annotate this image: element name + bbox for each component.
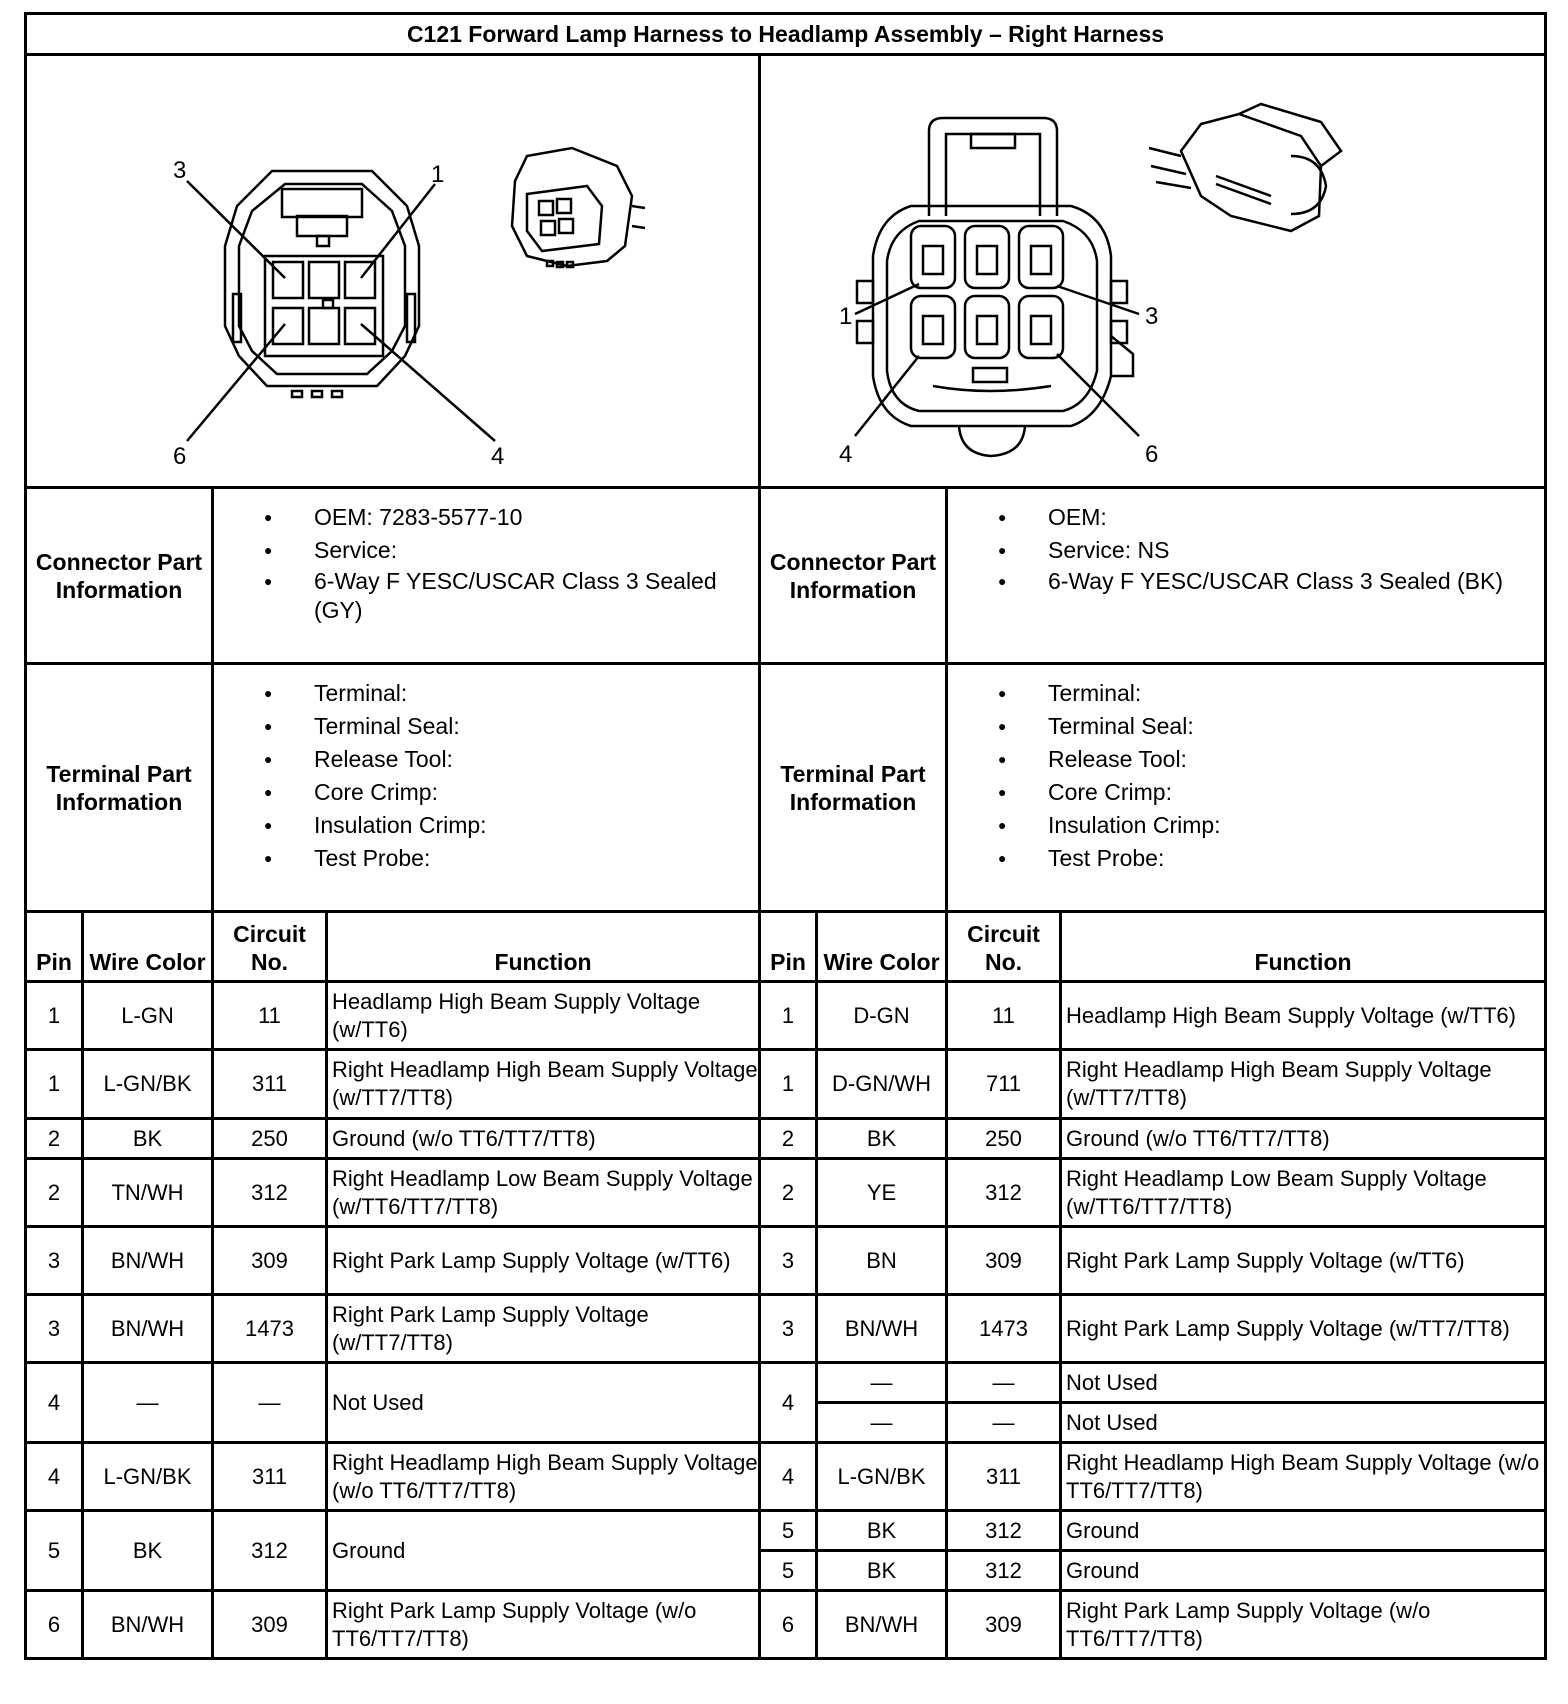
wire-color-cell: BK xyxy=(817,1551,947,1591)
pin-cell: 3 xyxy=(26,1295,83,1363)
wire-color-cell: — xyxy=(83,1363,213,1443)
wire-color-cell: L-GN xyxy=(83,982,213,1050)
pin-cell: 5 xyxy=(760,1551,817,1591)
function-cell: Right Headlamp High Beam Supply Voltage (w/TT7/TT8) xyxy=(1061,1050,1546,1119)
table-row xyxy=(26,1050,1546,1119)
pinout-table xyxy=(24,12,1547,1660)
circuit-cell: 312 xyxy=(947,1159,1061,1227)
wire-color-cell: BK xyxy=(817,1511,947,1551)
function-cell: Right Headlamp High Beam Supply Voltage (w/o TT6/TT7/TT8) xyxy=(327,1443,760,1511)
wire-color-cell: — xyxy=(817,1403,947,1443)
circuit-cell: 1473 xyxy=(213,1295,327,1363)
function-cell: Right Park Lamp Supply Voltage (w/TT7/TT8) xyxy=(327,1295,760,1363)
function-cell: Headlamp High Beam Supply Voltage (w/TT6) xyxy=(1061,982,1546,1050)
right-connector-label: Connector Part Information xyxy=(760,488,947,664)
pin-cell: 1 xyxy=(760,982,817,1050)
left-pin-label-1: 1 xyxy=(431,161,445,188)
pin-cell: 1 xyxy=(26,982,83,1050)
function-cell: Right Park Lamp Supply Voltage (w/TT6) xyxy=(1061,1227,1546,1295)
left-header-pin: Pin xyxy=(26,912,83,982)
wire-color-cell: D-GN xyxy=(817,982,947,1050)
function-cell: Right Park Lamp Supply Voltage (w/o TT6/TT7/TT8) xyxy=(327,1591,760,1659)
circuit-cell: 250 xyxy=(947,1119,1061,1159)
right-connector-item: ● Service: NS xyxy=(998,534,1544,567)
pin-cell: 2 xyxy=(760,1119,817,1159)
right-header-wire-color: Wire Color xyxy=(817,912,947,982)
wire-color-cell: — xyxy=(817,1363,947,1403)
right-terminal-item: ● Insulation Crimp: xyxy=(998,809,1544,842)
right-header-pin: Pin xyxy=(760,912,817,982)
wire-color-cell: YE xyxy=(817,1159,947,1227)
right-pin-label-1: 1 xyxy=(839,303,853,330)
left-pin-label-3: 3 xyxy=(173,157,187,184)
pin-cell: 2 xyxy=(760,1159,817,1227)
circuit-cell: 309 xyxy=(213,1591,327,1659)
left-pin-label-4: 4 xyxy=(491,443,505,470)
pin-cell: 3 xyxy=(26,1227,83,1295)
wire-color-cell: BN/WH xyxy=(83,1227,213,1295)
right-terminal-item: ● Terminal Seal: xyxy=(998,710,1544,743)
left-header-circuit: Circuit No. xyxy=(213,912,327,982)
left-connector-item: ● 6-Way F YESC/USCAR Class 3 Sealed (GY) xyxy=(264,567,758,625)
left-header-function: Function xyxy=(327,912,760,982)
left-header-wire-color: Wire Color xyxy=(83,912,213,982)
left-terminal-item: ● Release Tool: xyxy=(264,743,758,776)
circuit-cell: 11 xyxy=(947,982,1061,1050)
function-cell: Ground (w/o TT6/TT7/TT8) xyxy=(327,1119,760,1159)
pin-cell: 5 xyxy=(26,1511,83,1591)
right-terminal-item: ● Test Probe: xyxy=(998,842,1544,875)
circuit-cell: 309 xyxy=(947,1227,1061,1295)
circuit-cell: 250 xyxy=(213,1119,327,1159)
circuit-cell: 309 xyxy=(947,1591,1061,1659)
function-cell: Not Used xyxy=(1061,1363,1546,1403)
left-terminal-info xyxy=(213,664,760,912)
pin-cell: 3 xyxy=(760,1227,817,1295)
table-row xyxy=(26,1295,1546,1363)
right-connector-item: ● OEM: xyxy=(998,501,1544,534)
table-row xyxy=(26,1119,1546,1159)
pin-cell: 2 xyxy=(26,1159,83,1227)
right-pin-label-3: 3 xyxy=(1145,303,1159,330)
right-header-circuit: Circuit No. xyxy=(947,912,1061,982)
left-terminal-item: ● Terminal: xyxy=(264,677,758,710)
pin-cell: 4 xyxy=(760,1363,817,1443)
pin-cell: 5 xyxy=(760,1511,817,1551)
function-cell: Right Park Lamp Supply Voltage (w/TT7/TT8) xyxy=(1061,1295,1546,1363)
table-row xyxy=(26,1443,1546,1511)
left-pin-label-6: 6 xyxy=(173,443,187,470)
left-terminal-item: ● Test Probe: xyxy=(264,842,758,875)
right-terminal-label: Terminal Part Information xyxy=(760,664,947,912)
wire-color-cell: L-GN/BK xyxy=(817,1443,947,1511)
left-terminal-item: ● Insulation Crimp: xyxy=(264,809,758,842)
function-cell: Right Park Lamp Supply Voltage (w/TT6) xyxy=(327,1227,760,1295)
pin-cell: 4 xyxy=(26,1443,83,1511)
circuit-cell: 711 xyxy=(947,1050,1061,1119)
function-cell: Right Headlamp High Beam Supply Voltage (w/o TT6/TT7/TT8) xyxy=(1061,1443,1546,1511)
table-row xyxy=(26,1159,1546,1227)
right-connector-info xyxy=(947,488,1546,664)
pin-cell: 6 xyxy=(760,1591,817,1659)
wire-color-cell: BK xyxy=(83,1511,213,1591)
function-cell: Not Used xyxy=(327,1363,760,1443)
circuit-cell: 309 xyxy=(213,1227,327,1295)
left-connector-item: ● Service: xyxy=(264,534,758,567)
pin-cell: 4 xyxy=(26,1363,83,1443)
function-cell: Headlamp High Beam Supply Voltage (w/TT6) xyxy=(327,982,760,1050)
wire-color-cell: BK xyxy=(817,1119,947,1159)
function-cell: Right Park Lamp Supply Voltage (w/o TT6/TT7/TT8) xyxy=(1061,1591,1546,1659)
circuit-cell: 1473 xyxy=(947,1295,1061,1363)
pinout-sheet xyxy=(24,12,1544,1660)
function-cell: Right Headlamp High Beam Supply Voltage (w/TT7/TT8) xyxy=(327,1050,760,1119)
wire-color-cell: BN/WH xyxy=(817,1591,947,1659)
table-row xyxy=(26,1227,1546,1295)
right-terminal-item: ● Core Crimp: xyxy=(998,776,1544,809)
left-connector-diagram xyxy=(26,55,760,488)
table-row xyxy=(26,1591,1546,1659)
function-cell: Right Headlamp Low Beam Supply Voltage (w/TT6/TT7/TT8) xyxy=(327,1159,760,1227)
right-terminal-info xyxy=(947,664,1546,912)
left-terminal-label: Terminal Part Information xyxy=(26,664,213,912)
right-connector-diagram xyxy=(760,55,1546,488)
left-terminal-item: ● Core Crimp: xyxy=(264,776,758,809)
right-pin-label-6: 6 xyxy=(1145,441,1159,468)
left-terminal-item: ● Terminal Seal: xyxy=(264,710,758,743)
table-row xyxy=(26,1511,1546,1551)
pin-cell: 2 xyxy=(26,1119,83,1159)
wire-color-cell: TN/WH xyxy=(83,1159,213,1227)
pin-cell: 4 xyxy=(760,1443,817,1511)
circuit-cell: 312 xyxy=(947,1511,1061,1551)
circuit-cell: 312 xyxy=(213,1159,327,1227)
wire-color-cell: D-GN/WH xyxy=(817,1050,947,1119)
wire-color-cell: BK xyxy=(83,1119,213,1159)
left-connector-label: Connector Part Information xyxy=(26,488,213,664)
pin-cell: 1 xyxy=(26,1050,83,1119)
circuit-cell: 11 xyxy=(213,982,327,1050)
right-terminal-item: ● Release Tool: xyxy=(998,743,1544,776)
right-connector-item: ● 6-Way F YESC/USCAR Class 3 Sealed (BK) xyxy=(998,567,1544,596)
right-terminal-item: ● Terminal: xyxy=(998,677,1544,710)
circuit-cell: — xyxy=(947,1403,1061,1443)
circuit-cell: 312 xyxy=(213,1511,327,1591)
left-connector-drawing xyxy=(27,56,761,486)
right-connector-drawing xyxy=(761,56,1547,486)
right-pin-label-4: 4 xyxy=(839,441,853,468)
wire-color-cell: BN/WH xyxy=(83,1295,213,1363)
function-cell: Not Used xyxy=(1061,1403,1546,1443)
wire-color-cell: L-GN/BK xyxy=(83,1443,213,1511)
pin-cell: 3 xyxy=(760,1295,817,1363)
circuit-cell: 312 xyxy=(947,1551,1061,1591)
wire-color-cell: BN/WH xyxy=(83,1591,213,1659)
circuit-cell: 311 xyxy=(213,1050,327,1119)
function-cell: Right Headlamp Low Beam Supply Voltage (w/TT6/TT7/TT8) xyxy=(1061,1159,1546,1227)
page-title: C121 Forward Lamp Harness to Headlamp Assembly – Right Harness xyxy=(26,14,1546,55)
circuit-cell: — xyxy=(213,1363,327,1443)
function-cell: Ground (w/o TT6/TT7/TT8) xyxy=(1061,1119,1546,1159)
pin-cell: 1 xyxy=(760,1050,817,1119)
pin-cell: 6 xyxy=(26,1591,83,1659)
wire-color-cell: BN/WH xyxy=(817,1295,947,1363)
left-connector-info xyxy=(213,488,760,664)
table-row xyxy=(26,982,1546,1050)
circuit-cell: — xyxy=(947,1363,1061,1403)
wire-color-cell: BN xyxy=(817,1227,947,1295)
function-cell: Ground xyxy=(1061,1551,1546,1591)
left-connector-item: ● OEM: 7283-5577-10 xyxy=(264,501,758,534)
table-row xyxy=(26,1363,1546,1403)
circuit-cell: 311 xyxy=(213,1443,327,1511)
function-cell: Ground xyxy=(1061,1511,1546,1551)
wire-color-cell: L-GN/BK xyxy=(83,1050,213,1119)
right-header-function: Function xyxy=(1061,912,1546,982)
circuit-cell: 311 xyxy=(947,1443,1061,1511)
function-cell: Ground xyxy=(327,1511,760,1591)
